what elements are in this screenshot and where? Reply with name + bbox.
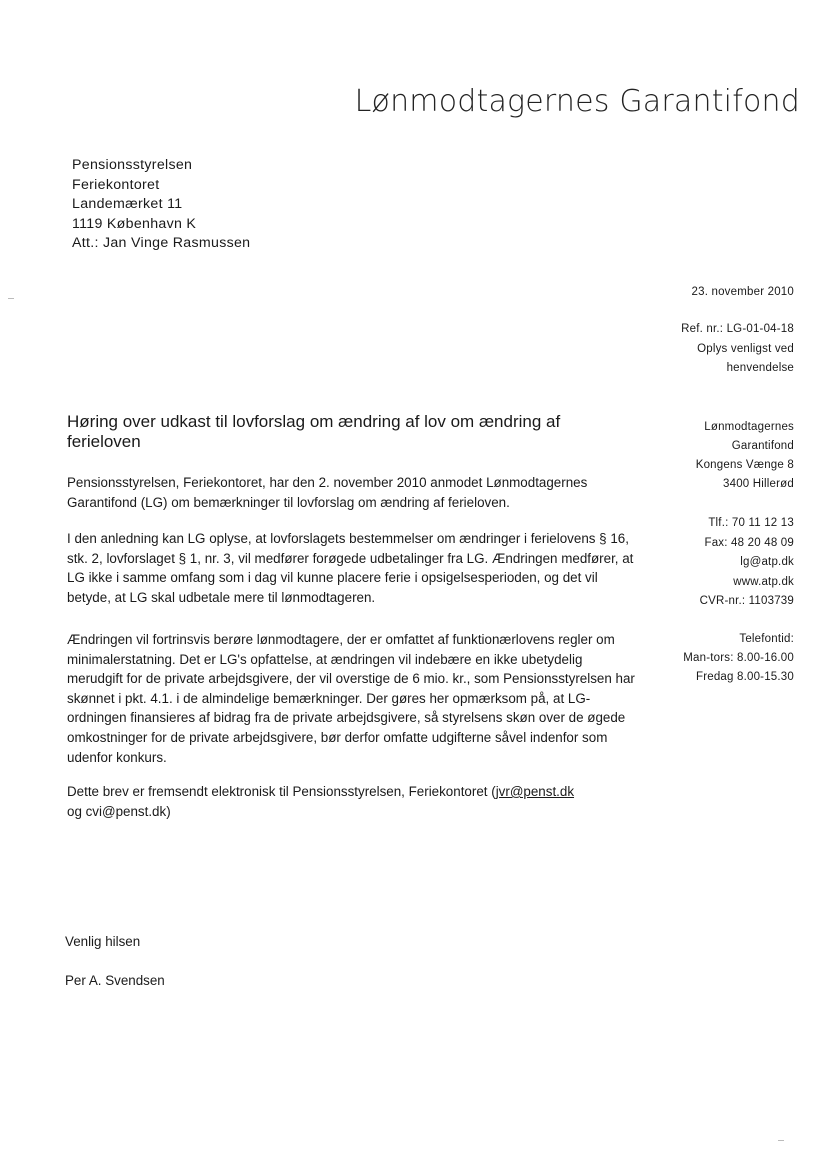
signer-name: Per A. Svendsen: [65, 973, 165, 988]
letter-subject: Høring over udkast til lovforslag om ændring af lov om ændring af ferieloven: [67, 412, 561, 451]
cvr-line: CVR-nr.: 1103739: [699, 595, 794, 607]
address-line: Kongens Vænge 8: [695, 459, 794, 471]
address-line: Lønmodtagernes: [704, 421, 794, 433]
scan-mark: [778, 1140, 784, 1141]
body-paragraph-4: [67, 782, 637, 821]
hours-line: Fredag 8.00-15.30: [695, 671, 794, 683]
email-link[interactable]: jvr@penst.dk: [495, 784, 575, 799]
website-line: www.atp.dk: [733, 575, 794, 588]
address-line: Garantifond: [731, 440, 794, 452]
sender-address: [696, 418, 794, 494]
paragraph-text: Pensionsstyrelsen, Feriekontoret, har den 2. november 2010 anmodet Lønmodtagernes Garantifond (LG) om bemærkninger til lovforslag om ændring af ferieloven.: [67, 475, 588, 510]
paragraph-text-end: og cvi@penst.dk): [67, 803, 171, 819]
body-paragraph-2: [67, 529, 637, 607]
paragraph-text: [67, 782, 637, 821]
paragraph-text: I den anledning kan LG oplyse, at lovforslagets bestemmelser om ændringer i ferielovens § 16, stk. 2, lovforslaget § 1, nr. 3, vil medfører forøgede udbetalinger fra LG. Ændringen medfører, at LG ikke i samme omfang som i dag vil kunne placere ferie i opsigelsesperioden, og det vil betyde, at LG skal udbetale mere til lønmodtageren.: [67, 531, 634, 605]
body-paragraph-1: [67, 473, 637, 512]
ref-line: henvendelse: [726, 362, 794, 374]
recipient-line: 1119 København K: [72, 215, 197, 232]
recipient-address: [72, 156, 250, 254]
hours-line: Man-tors: 8.00-16.00: [683, 652, 794, 664]
recipient-line: Landemærket 11: [72, 196, 183, 213]
recipient-line: Att.: Jan Vinge Rasmussen: [72, 235, 251, 252]
recipient-line: Feriekontoret: [72, 176, 160, 193]
hours-line: Telefontid:: [739, 633, 794, 645]
phone-hours: [683, 630, 794, 687]
letter-date: [692, 284, 795, 300]
closing-greeting: Venlig hilsen: [65, 934, 141, 949]
reference-block: [681, 320, 794, 379]
paragraph-text-start: Dette brev er fremsendt elektronisk til Pensionsstyrelsen, Feriekontoret (: [67, 784, 496, 799]
ref-line: Ref. nr.: LG-01-04-18: [681, 323, 794, 335]
date-text: 23. november 2010: [691, 286, 794, 298]
recipient-line: Pensionsstyrelsen: [72, 157, 193, 173]
address-line: 3400 Hillerød: [723, 478, 794, 490]
body-paragraph-3: [67, 630, 637, 767]
phone-line: Tlf.: 70 11 12 13: [708, 517, 794, 529]
letterhead-logo: Lønmodtagernes Garantifond: [354, 84, 800, 119]
ref-line: Oplys venligst ved: [697, 342, 794, 355]
scan-mark: [8, 298, 14, 299]
paragraph-text: Ændringen vil fortrinsvis berøre lønmodtagere, der er omfattet af funktionærlovens regler om minimalerstatning. Det er LG's opfattelse, at ændringen vil indebære en ikke ubetydelig merudgift for de private arbejdsgivere, der vil overstige de 6 mio. kr., som Pensionsstyrelsen har skønnet i pkt. 4.1. i de almindelige bemærkninger. Der gøres her opmærksom på, at LG-ordningen finansieres af bidrag fra de private arbejdsgivere, så styrelsens skøn over de øgede omkostninger for de private arbejdsgivere, bør derfor omfatte udgifterne såvel indenfor som udenfor konkurs.: [67, 632, 635, 765]
sender-contact: [700, 514, 794, 612]
fax-line: Fax: 48 20 48 09: [704, 536, 794, 549]
email-line: lg@atp.dk: [740, 556, 794, 568]
